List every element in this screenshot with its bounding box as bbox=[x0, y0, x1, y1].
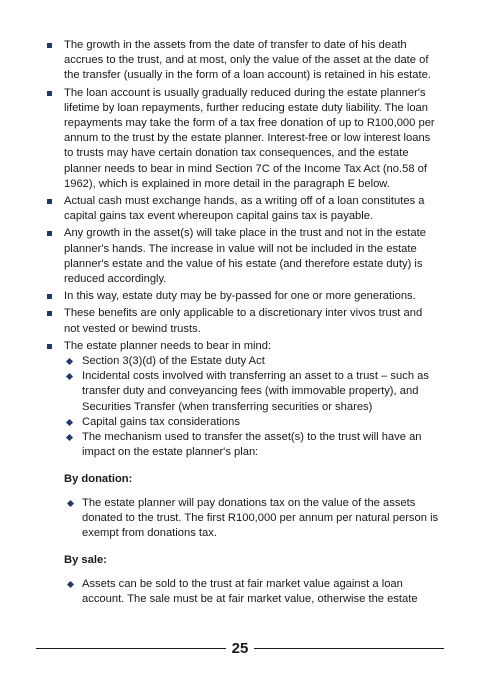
square-bullet-icon bbox=[47, 294, 52, 299]
footer-rule-left bbox=[36, 648, 226, 649]
square-bullet-icon bbox=[47, 43, 52, 48]
square-bullet-icon bbox=[47, 311, 52, 316]
sub-list-item: Section 3(3)(d) of the Estate duty Act bbox=[64, 354, 440, 369]
diamond-bullet-icon bbox=[66, 373, 73, 380]
sub-list-item: Capital gains tax considerations bbox=[64, 415, 440, 430]
by-donation-paragraph: The estate planner will pay donations tax on the value of the assets donated to the trust. The first R100,000 per annum per natural person is exempt from donations tax. bbox=[44, 496, 440, 542]
list-item: In this way, estate duty may be by-passed for one or more generations. bbox=[44, 289, 440, 304]
sub-bullet-list bbox=[64, 354, 440, 460]
sub-list-item: Incidental costs involved with transferring an asset to a trust – such as transfer duty and conveyancing fees (with immovable property), and Securities Transfer (when transferring securities or shares) bbox=[64, 369, 440, 415]
list-item: Actual cash must exchange hands, as a writing off of a loan constitutes a capital gains tax event whereupon capital gains tax is payable. bbox=[44, 194, 440, 224]
list-item: Any growth in the asset(s) will take place in the trust and not in the estate planner's hands. The increase in value will not be included in the estate planner's estate and the value of his estate (and therefore estate duty) is reduced accordingly. bbox=[44, 226, 440, 287]
footer-rule-right bbox=[254, 648, 444, 649]
list-item: The growth in the assets from the date of transfer to date of his death accrues to the trust, and at most, only the value of the asset at the date of the transfer (usually in the form of a loan account) is retained in his estate. bbox=[44, 38, 440, 84]
square-bullet-icon bbox=[47, 199, 52, 204]
diamond-bullet-icon bbox=[67, 500, 74, 507]
by-sale-paragraph: Assets can be sold to the trust at fair market value against a loan account. The sale must be at fair market value, otherwise the estate bbox=[44, 577, 440, 607]
by-sale-heading: By sale: bbox=[64, 554, 107, 567]
by-donation-heading: By donation: bbox=[64, 473, 133, 486]
square-bullet-icon bbox=[47, 91, 52, 96]
sub-list-item: The mechanism used to transfer the asset(s) to the trust will have an impact on the estate planner's plan: bbox=[64, 430, 440, 460]
list-item: The loan account is usually gradually reduced during the estate planner's lifetime by loan repayments, further reducing estate duty liability. The loan repayments may take the form of a tax free donation of up to R100,000 per annum to the trust by the estate planner. Interest-free or low interest loans to trusts may have certain donation tax consequences, and the estate planner needs to bear in mind Section 7C of the Income Tax Act (no.58 of 1962), which is explained in more detail in the paragraph E below. bbox=[44, 86, 440, 192]
diamond-bullet-icon bbox=[67, 580, 74, 587]
page-number: 25 bbox=[231, 640, 249, 657]
diamond-bullet-icon bbox=[66, 419, 73, 426]
page-footer bbox=[36, 640, 444, 657]
diamond-bullet-icon bbox=[66, 358, 73, 365]
diamond-bullet-icon bbox=[66, 434, 73, 441]
page-content bbox=[44, 38, 440, 607]
square-bullet-icon bbox=[47, 344, 52, 349]
list-item: The estate planner needs to bear in mind: Section 3(3)(d) of the Estate duty Act Incidental costs involved with transferring an asset to a trust – such as transfer duty and conveyancing fees (with immovable property), and Securities Transfer (when transferring securities or shares) Capital gains tax considerations The mechanism used to transfer the asset(s) to the trust will have an impact on the estate planner's plan: bbox=[44, 339, 440, 461]
bullet-list bbox=[44, 38, 440, 460]
list-item: These benefits are only applicable to a discretionary inter vivos trust and not vested or bewind trusts. bbox=[44, 306, 440, 336]
square-bullet-icon bbox=[47, 231, 52, 236]
